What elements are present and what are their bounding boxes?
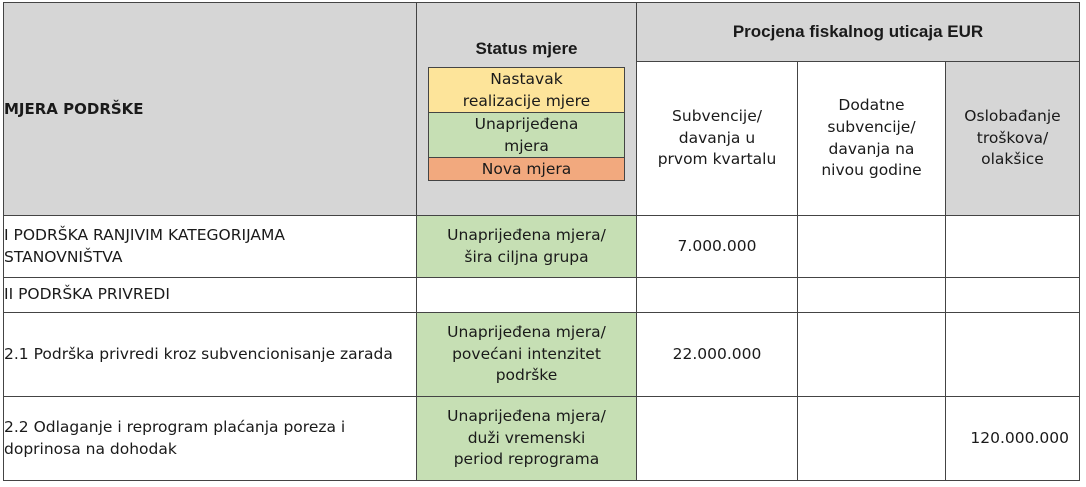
row-status: Unapriјeđena mjera/ povećani intenzitet podrške bbox=[417, 313, 637, 397]
row-relief-value bbox=[946, 216, 1080, 278]
row-status bbox=[417, 278, 637, 313]
row-relief-value bbox=[946, 278, 1080, 313]
fiscal-impact-header: Procjena fiskalnog uticaja EUR bbox=[637, 3, 1080, 62]
status-legend bbox=[428, 67, 625, 181]
measure-column-header: MJERA PODRŠKE bbox=[4, 3, 417, 216]
status-column-header bbox=[417, 3, 637, 216]
table-wrapper bbox=[3, 2, 1080, 481]
legend-continued-measure: Nastavak realizacije mjere bbox=[429, 68, 624, 113]
column-header-q1-subsidies: Subvencije/ davanja u prvom kvartalu bbox=[637, 62, 798, 216]
row-year-value bbox=[798, 278, 946, 313]
row-label: I PODRŠKA RANJIVIM KATEGORIJAMA STANOVNIŠTVA bbox=[4, 216, 417, 278]
table-row bbox=[4, 397, 1080, 481]
legend-improved-measure: Unapriјeđena mjera bbox=[429, 113, 624, 158]
row-status: Unapriјeđena mjera/ šira ciljna grupa bbox=[417, 216, 637, 278]
row-year-value bbox=[798, 216, 946, 278]
table-row bbox=[4, 278, 1080, 313]
row-q1-value: 22.000.000 bbox=[637, 313, 798, 397]
row-q1-value bbox=[637, 397, 798, 481]
row-status: Unapriјeđena mjera/ duži vremenski period reprograma bbox=[417, 397, 637, 481]
row-label: 2.2 Odlaganje i reprogram plaćanja poreza i doprinosa na dohodak bbox=[4, 397, 417, 481]
row-label: 2.1 Podrška privredi kroz subvencionisanje zarada bbox=[4, 313, 417, 397]
row-year-value bbox=[798, 397, 946, 481]
row-q1-value bbox=[637, 278, 798, 313]
row-year-value bbox=[798, 313, 946, 397]
row-q1-value: 7.000.000 bbox=[637, 216, 798, 278]
row-relief-value bbox=[946, 313, 1080, 397]
table-row bbox=[4, 216, 1080, 278]
column-header-annual-subsidies: Dodatne subvencije/ davanja na nivou godine bbox=[798, 62, 946, 216]
row-relief-value: 120.000.000 bbox=[946, 397, 1080, 481]
legend-new-measure: Nova mjera bbox=[429, 158, 624, 181]
support-measures-table bbox=[3, 2, 1080, 481]
row-label: II PODRŠKA PRIVREDI bbox=[4, 278, 417, 313]
table-row bbox=[4, 313, 1080, 397]
column-header-cost-relief: Oslobađanje troškova/ olakšice bbox=[946, 62, 1080, 216]
status-title: Status mjere bbox=[475, 39, 578, 59]
